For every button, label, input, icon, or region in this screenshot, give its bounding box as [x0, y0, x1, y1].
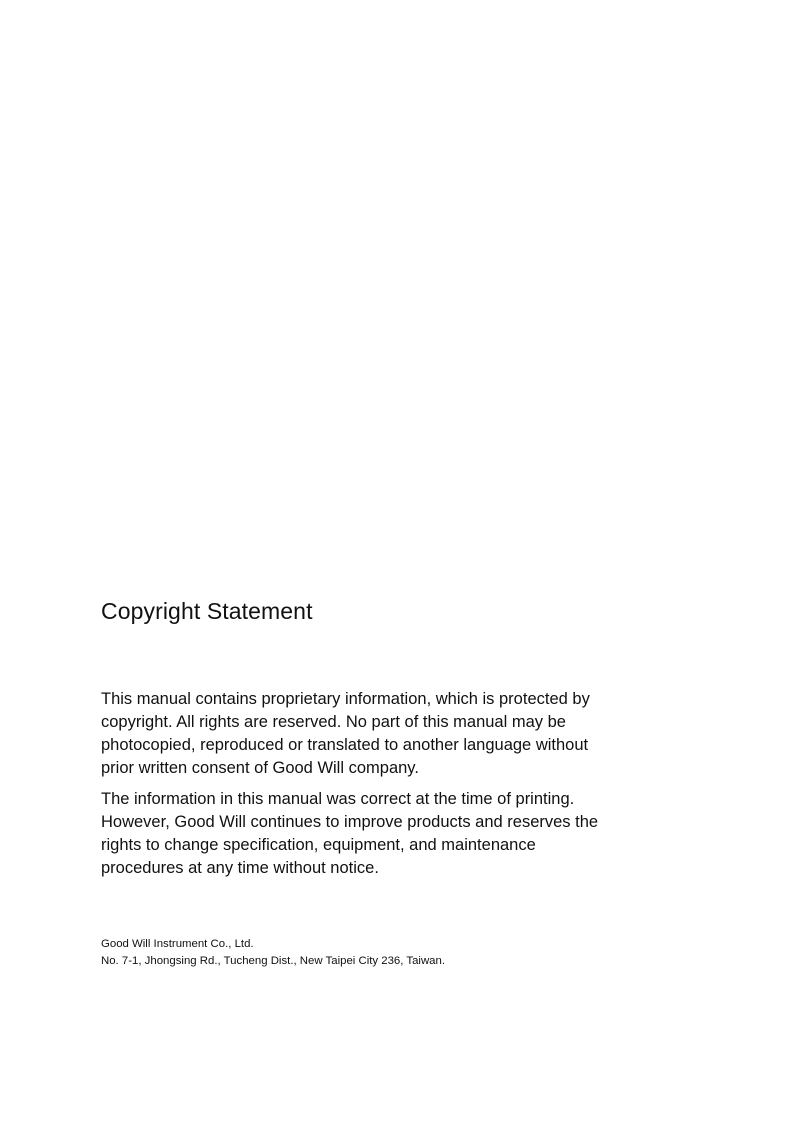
paragraph-line: The information in this manual was correct at the time of printing.	[101, 790, 575, 808]
page-title: Copyright Statement	[101, 598, 313, 624]
paragraph-line: procedures at any time without notice.	[101, 859, 379, 877]
copyright-body	[101, 688, 641, 888]
street-address: No. 7-1, Jhongsing Rd., Tucheng Dist., New Taipei City 236, Taiwan.	[101, 955, 446, 967]
company-address	[101, 936, 445, 970]
paragraph-line: This manual contains proprietary information, which is protected by	[101, 690, 590, 708]
paragraph-line: prior written consent of Good Will company.	[101, 759, 419, 777]
paragraph-line: rights to change specification, equipment, and maintenance	[101, 836, 536, 854]
change-notice-paragraph	[101, 788, 641, 880]
proprietary-paragraph	[101, 688, 641, 780]
paragraph-line: However, Good Will continues to improve products and reserves the	[101, 813, 599, 831]
company-name: Good Will Instrument Co., Ltd.	[101, 938, 254, 950]
paragraph-line: photocopied, reproduced or translated to another language without	[101, 736, 589, 754]
paragraph-line: copyright. All rights are reserved. No part of this manual may be	[101, 713, 566, 731]
